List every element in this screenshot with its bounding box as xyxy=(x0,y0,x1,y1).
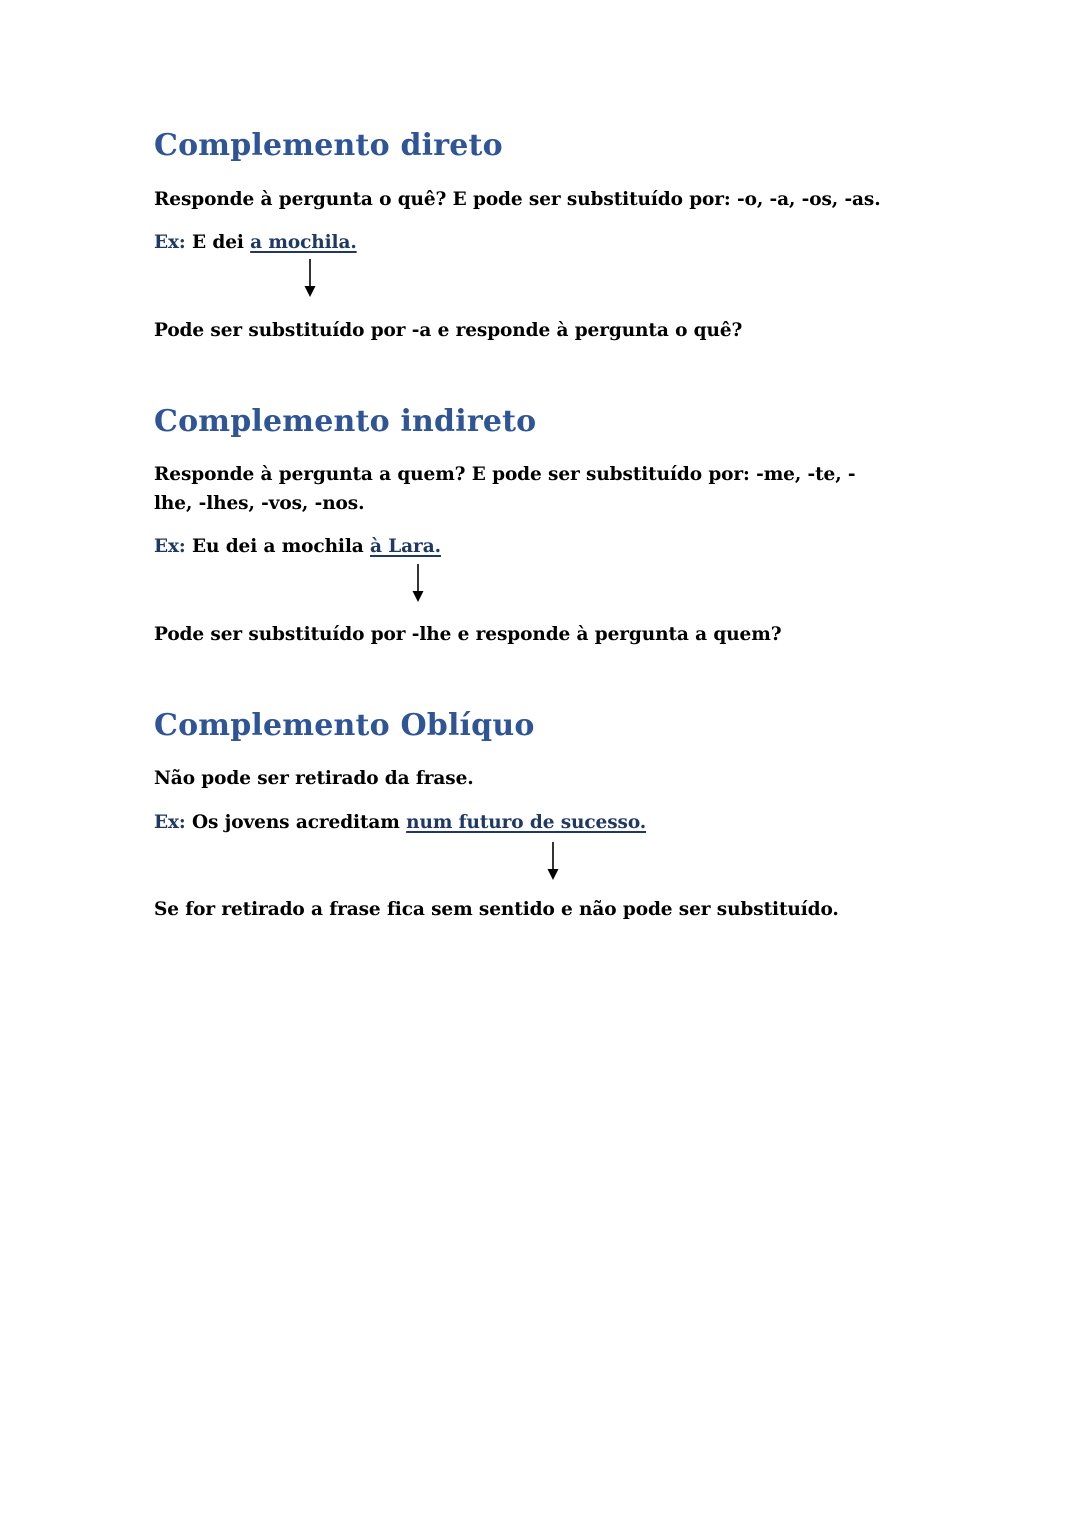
arrow-down-icon xyxy=(547,842,559,880)
section-heading: Complemento Oblíquo xyxy=(154,708,535,743)
example-sentence xyxy=(154,228,934,257)
example-highlight: num futuro de sucesso. xyxy=(406,812,647,833)
example-line xyxy=(154,808,934,837)
example-line xyxy=(154,228,934,257)
section-complemento-obliquo xyxy=(154,708,934,744)
example-label: Ex: xyxy=(154,232,186,253)
explanation-text: Se for retirado a frase fica sem sentido e não pode ser substituído. xyxy=(154,899,839,920)
section-heading: Complemento direto xyxy=(154,128,503,163)
arrow-down-icon xyxy=(304,259,316,297)
description-text-line1: Responde à pergunta a quem? E pode ser substituído por: -me, -te, - xyxy=(154,464,856,485)
example-text: Eu dei a mochila xyxy=(185,536,371,557)
description-text: Responde à pergunta o quê? E pode ser substituído por: -o, -a, -os, -as. xyxy=(154,189,881,210)
section-description xyxy=(154,185,934,214)
example-label: Ex: xyxy=(154,536,186,557)
section-complemento-direto xyxy=(154,128,934,164)
example-text: E dei xyxy=(185,232,251,253)
example-line xyxy=(154,532,934,561)
section-description xyxy=(154,460,934,518)
example-label: Ex: xyxy=(154,812,186,833)
arrow-down-icon xyxy=(412,564,424,602)
explanation-line xyxy=(154,316,934,345)
description-text: Não pode ser retirado da frase. xyxy=(154,768,474,789)
explanation-line xyxy=(154,620,934,649)
section-complemento-indireto xyxy=(154,404,934,440)
section-description xyxy=(154,764,934,793)
example-highlight: a mochila. xyxy=(250,232,357,253)
description-text-line2: lhe, -lhes, -vos, -nos. xyxy=(154,493,365,514)
example-text: Os jovens acreditam xyxy=(185,812,407,833)
explanation-text: Pode ser substituído por -a e responde à pergunta o quê? xyxy=(154,320,743,341)
explanation-line xyxy=(154,895,934,924)
example-sentence xyxy=(154,532,934,561)
section-heading: Complemento indireto xyxy=(154,404,537,439)
example-sentence xyxy=(154,808,934,837)
explanation-text: Pode ser substituído por -lhe e responde à pergunta a quem? xyxy=(154,624,782,645)
example-highlight: à Lara. xyxy=(370,536,441,557)
